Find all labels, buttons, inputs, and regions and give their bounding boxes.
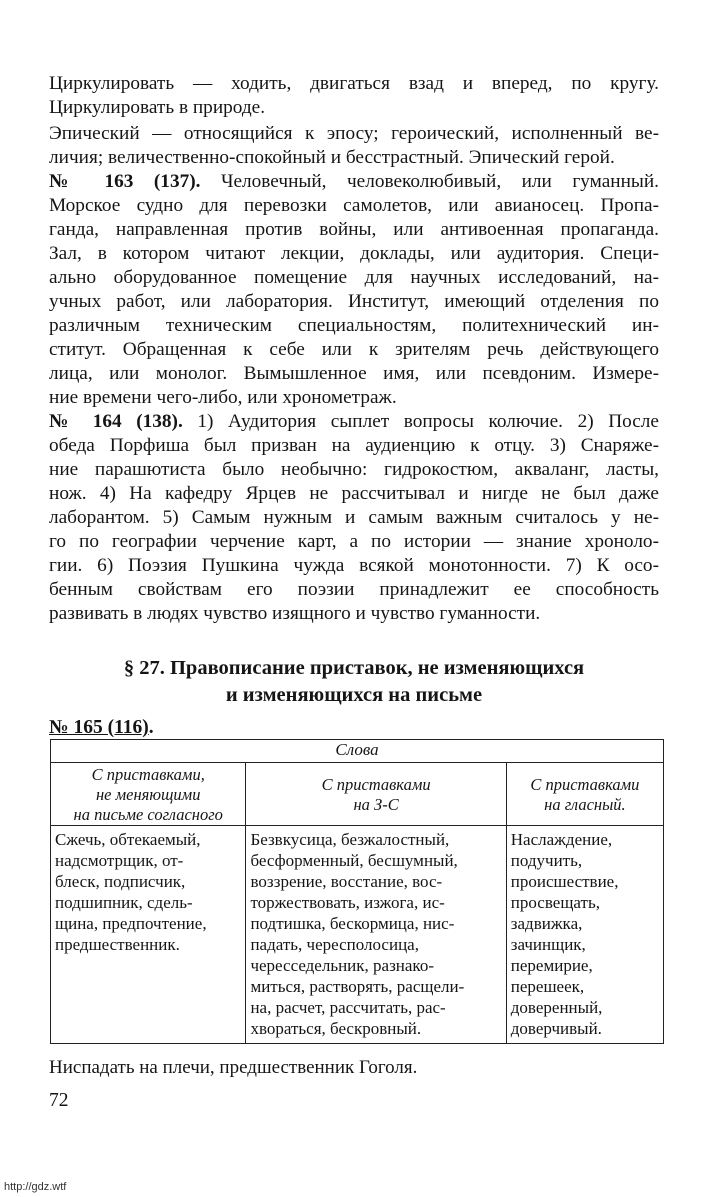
- text-line: учных работ, или лаборатория. Институт, имеющий отделения по: [49, 291, 659, 313]
- paragraph-circulate: [49, 72, 659, 120]
- cell-line: воззрение, восстание, вос-: [250, 872, 443, 891]
- text-line: [49, 170, 659, 194]
- text-line: ганда, направленная против войны, или антивоенная пропаганда.: [49, 219, 659, 241]
- header-line: на З-С: [353, 795, 399, 814]
- table-header-row: [51, 740, 664, 763]
- text-line: гии. 6) Поэзия Пушкина чужда всякой монотонности. 7) К осо-: [49, 555, 659, 577]
- text-line: лаборантом. 5) Самым нужным и самым важным считалось у не-: [49, 507, 659, 529]
- cell-line: миться, растворять, расщели-: [250, 977, 465, 996]
- text-line: ально оборудованное помещение для научных исследований, на-: [49, 267, 659, 289]
- text-line: ститут. Обращенная к себе или к зрителям речь действующего: [49, 339, 659, 361]
- text-line: го по географии черчение карт, а по истории — знание хроноло-: [49, 531, 659, 553]
- text-line: различным техническим специальностям, политехнический ин-: [49, 315, 659, 337]
- header-line: С приставками: [530, 775, 640, 794]
- cell-line: перешеек,: [510, 977, 585, 996]
- page-number: 72: [49, 1090, 69, 1111]
- table-cell-z-s: [246, 826, 506, 1044]
- text-line: бенным свойствам его поэзии принадлежит ее способность: [49, 579, 659, 601]
- text-line: личия; величественно-спокойный и бесстрастный. Эпический герой.: [49, 147, 615, 169]
- words-table: [50, 739, 664, 1044]
- paragraph-epic: [49, 122, 659, 170]
- table-title: Слова: [51, 740, 664, 763]
- cell-line: щина, предпочтение,: [55, 914, 207, 933]
- cell-line: Сжечь, обтекаемый,: [55, 830, 201, 849]
- text-line: лица, или монолог. Вымышленное имя, или псевдоним. Измере-: [49, 363, 659, 385]
- cell-line: падать, чересполосица,: [250, 935, 419, 954]
- cell-line: подшипник, сдель-: [55, 893, 193, 912]
- cell-line: чересседельник, разнако-: [250, 956, 434, 975]
- text-line: Циркулировать — ходить, двигаться взад и вперед, по кругу.: [49, 73, 659, 94]
- cell-line: подучить,: [510, 851, 583, 870]
- section-heading-line: и изменяющихся на письме: [225, 684, 483, 706]
- table-cell-vowel: [506, 826, 663, 1044]
- cell-line: просвещать,: [510, 893, 600, 912]
- exercise-163: [49, 170, 659, 410]
- column-header-unchanging: [51, 763, 246, 826]
- cell-line: блеск, подписчик,: [55, 872, 186, 891]
- column-header-z-s: [246, 763, 506, 826]
- table-cell-unchanging: [51, 826, 246, 1044]
- header-line: С приставками,: [91, 765, 205, 784]
- cell-line: доверчивый.: [510, 1019, 602, 1038]
- cell-line: Наслаждение,: [510, 830, 613, 849]
- cell-line: происшествие,: [510, 872, 619, 891]
- section-heading: [49, 655, 659, 709]
- exercise-164: [49, 410, 659, 626]
- cell-line: бесформенный, бесшумный,: [250, 851, 458, 870]
- cell-line: надсмотрщик, от-: [55, 851, 184, 870]
- cell-line: предшественник.: [55, 935, 180, 954]
- table-row: [51, 826, 664, 1044]
- watermark-link[interactable]: http://gdz.wtf: [4, 1181, 67, 1193]
- text-line: Зал, в котором читают лекции, доклады, или аудитория. Специ-: [49, 243, 659, 265]
- cell-line: перемирие,: [510, 956, 593, 975]
- exercise-number: № 164 (138).: [49, 411, 183, 432]
- text-line: ние времени чего-либо, или хронометраж.: [49, 387, 397, 409]
- text-fragment: 1) Аудитория сыплет вопросы колючие. 2) После: [182, 411, 659, 432]
- cell-line: торжествовать, изжога, ис-: [250, 893, 445, 912]
- table-column-headers: [51, 763, 664, 826]
- text-line: развивать в людях чувство изящного и чувство гуманности.: [49, 603, 541, 625]
- text-line: [49, 410, 659, 434]
- cell-line: доверенный,: [510, 998, 603, 1017]
- text-fragment: Человечный, человеколюбивый, или гуманный.: [200, 171, 659, 192]
- section-heading-line: § 27. Правописание приставок, не изменяющихся: [123, 657, 585, 679]
- cell-line: задвижка,: [510, 914, 583, 933]
- text-line: ние парашютиста было необычно: гидрокостюм, акваланг, ласты,: [49, 459, 659, 481]
- text-line: нож. 4) На кафедру Ярцев не рассчитывал и нигде не был даже: [49, 483, 659, 505]
- after-table-note: Ниспадать на плечи, предшественник Гоголя.: [49, 1057, 418, 1078]
- header-line: на гласный.: [544, 795, 626, 814]
- header-line: С приставками: [321, 775, 431, 794]
- exercise-number: № 165 (116): [49, 717, 149, 738]
- exercise-165-number: [49, 716, 154, 740]
- text-line: Морское судно для перевозки самолетов, или авианосец. Пропа-: [49, 195, 659, 217]
- header-line: не меняющими: [95, 785, 201, 804]
- cell-line: подтишка, бескормица, нис-: [250, 914, 455, 933]
- text-line: обеда Порфиша был призван на аудиенцию к отцу. 3) Снаряже-: [49, 435, 659, 457]
- header-line: на письме согласного: [73, 805, 223, 824]
- cell-line: на, расчет, рассчитать, рас-: [250, 998, 446, 1017]
- exercise-number: № 163 (137).: [49, 171, 201, 192]
- text-line: Циркулировать в природе.: [49, 97, 266, 119]
- cell-line: хвораться, бескровный.: [250, 1019, 422, 1038]
- cell-line: Безвкусица, безжалостный,: [250, 830, 450, 849]
- column-header-vowel: [506, 763, 663, 826]
- text-line: Эпический — относящийся к эпосу; героический, исполненный ве-: [49, 123, 659, 144]
- exercise-number-dot: .: [148, 717, 154, 738]
- cell-line: зачинщик,: [510, 935, 586, 954]
